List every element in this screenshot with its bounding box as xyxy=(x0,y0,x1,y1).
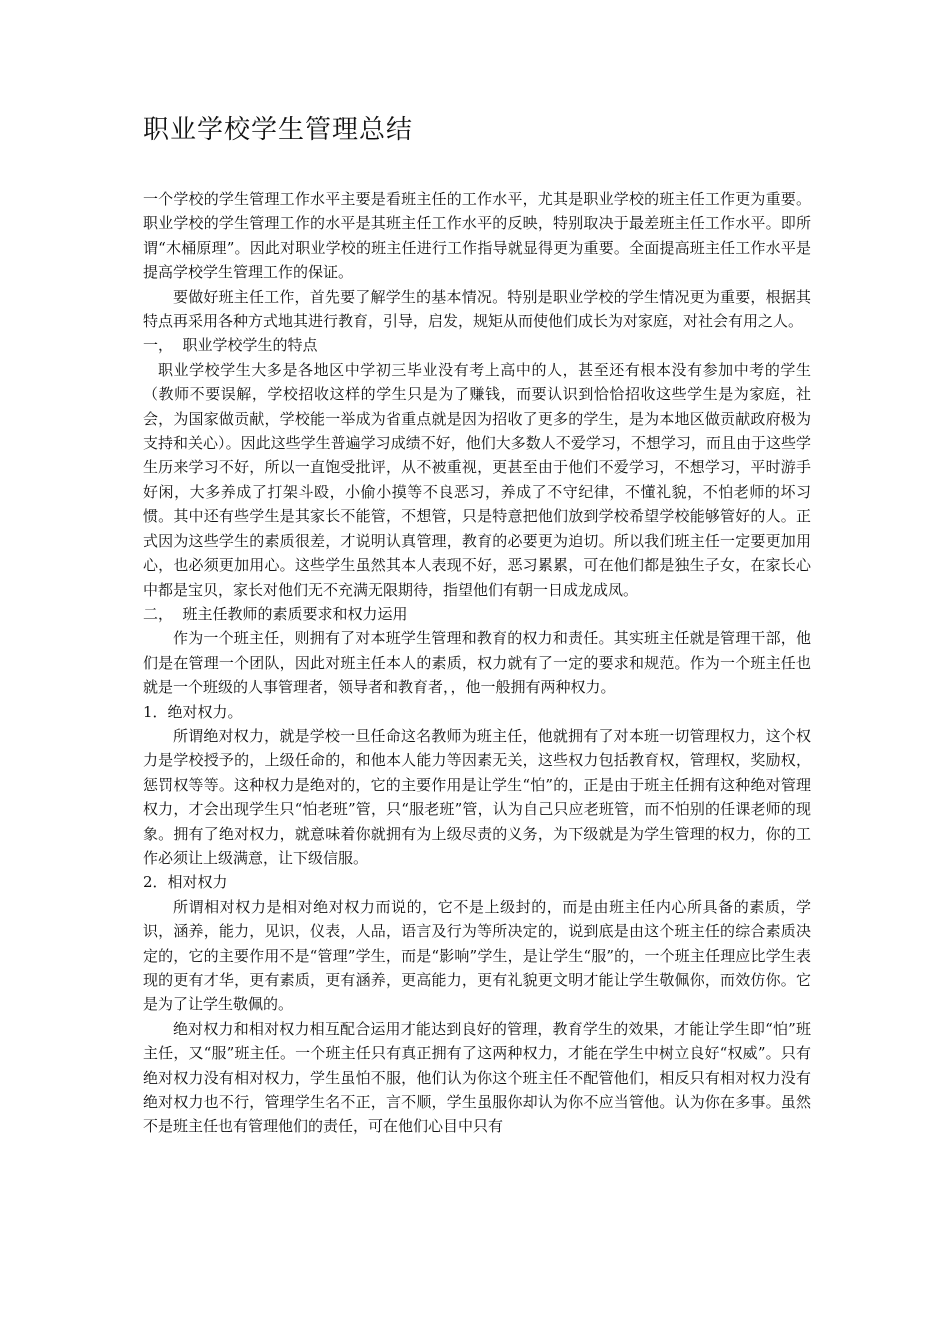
paragraph-absolute-power: 所谓绝对权力，就是学校一旦任命这名教师为班主任，他就拥有了对本班一切管理权力，这个权力是学校授予的，上级任命的，和他本人能力等因素无关，这些权力包括教育权，管理权，奖励权，惩罚权等等。这种权力是绝对的，它的主要作用是让学生“怕”的，正是由于班主任拥有这种绝对管理权力，才会出现学生只“怕老班”管，只“服老班”管，认为自己只应老班管，而不怕别的任课老师的现象。拥有了绝对权力，就意味着你就拥有为上级尽责的义务，为下级就是为学生管理的权力，你的工作必须让上级满意，让下级信服。 xyxy=(143,726,811,867)
subheading-relative-power: 2．相对权力 xyxy=(143,873,228,892)
paragraph-student-traits: 职业学校学生大多是各地区中学初三毕业没有考上高中的人，甚至还有根本没有参加中考的学生（教师不要误解，学校招收这样的学生只是为了赚钱，而要认识到恰恰招收这些学生是为家庭，社会，为国家做贡献，学校能一举成为省重点就是因为招收了更多的学生，是为本地区做贡献政府极为支持和关心）。因此这些学生普遍学习成绩不好，他们大多数人不爱学习，不想学习，而且由于这些学生历来学习不好，所以一直饱受批评，从不被重视，更甚至由于他们不爱学习，不想学习，平时游手好闲，大多养成了打架斗殴，小偷小摸等不良恶习，养成了不守纪律，不懂礼貌，不怕老师的坏习惯。其中还有些学生是其家长不能管，不想管，只是特意把他们放到学校希望学校能够管好的人。正式因为这些学生的素质很差，才说明认真管理，教育的必要更为迫切。所以我们班主任一定要更加用心，也必须更加用心。这些学生虽然其本人表现不好，恶习累累，可在他们都是独生子女，在家长心中都是宝贝，家长对他们无不充满无限期待，指望他们有朝一日成龙成凤。 xyxy=(143,360,811,599)
subheading-absolute-power: 1．绝对权力。 xyxy=(143,702,243,721)
section-heading-2: 二， 班主任教师的素质要求和权力运用 xyxy=(143,604,408,623)
document-title: 职业学校学生管理总结 xyxy=(143,115,414,145)
paragraph-intro: 一个学校的学生管理工作水平主要是看班主任的工作水平，尤其是职业学校的班主任工作更为重要。职业学校的学生管理工作的水平是其班主任工作水平的反映，特别取决于最差班主任工作水平。即所谓“木桶原理”。因此对职业学校的班主任进行工作指导就显得更为重要。全面提高班主任工作水平是提高学校学生管理工作的保证。 xyxy=(143,190,811,282)
paragraph-understand-students: 要做好班主任工作，首先要了解学生的基本情况。特别是职业学校的学生情况更为重要，根据其特点再采用各种方式地其进行教育，引导，启发，规矩从而使他们成长为对家庭，对社会有用之人。 xyxy=(143,287,811,331)
section-heading-1: 一， 职业学校学生的特点 xyxy=(143,336,318,355)
paragraph-teacher-authority: 作为一个班主任，则拥有了对本班学生管理和教育的权力和责任。其实班主任就是管理干部，他们是在管理一个团队，因此对班主任本人的素质，权力就有了一定的要求和规范。作为一个班主任也就是一个班级的人事管理者，领导者和教育者，，他一般拥有两种权力。 xyxy=(143,629,811,697)
paragraph-relative-power: 所谓相对权力是相对绝对权力而说的，它不是上级封的，而是由班主任内心所具备的素质，学识，涵养，能力，见识，仪表，人品，语言及行为等所决定的，说到底是由这个班主任的综合素质决定的，它的主要作用不是“管理”学生，而是“影响”学生，是让学生“服”的，一个班主任理应比学生表现的更有才华，更有素质，更有涵养，更高能力，更有礼貌更文明才能让学生敬佩你，而效仿你。它是为了让学生敬佩的。 xyxy=(143,897,811,1014)
document-body xyxy=(143,187,811,1139)
paragraph-combined-power: 绝对权力和相对权力相互配合运用才能达到良好的管理，教育学生的效果，才能让学生即“怕”班主任，又“服”班主任。一个班主任只有真正拥有了这两种权力，才能在学生中树立良好“权威”。只有绝对权力没有相对权力，学生虽怕不服，他们认为你这个班主任不配管他们，相反只有相对权力没有绝对权力也不行，管理学生名不正，言不顺，学生虽服你却认为你不应当管他。认为你在多事。虽然不是班主任也有管理他们的责任，可在他们心目中只有 xyxy=(143,1019,811,1136)
